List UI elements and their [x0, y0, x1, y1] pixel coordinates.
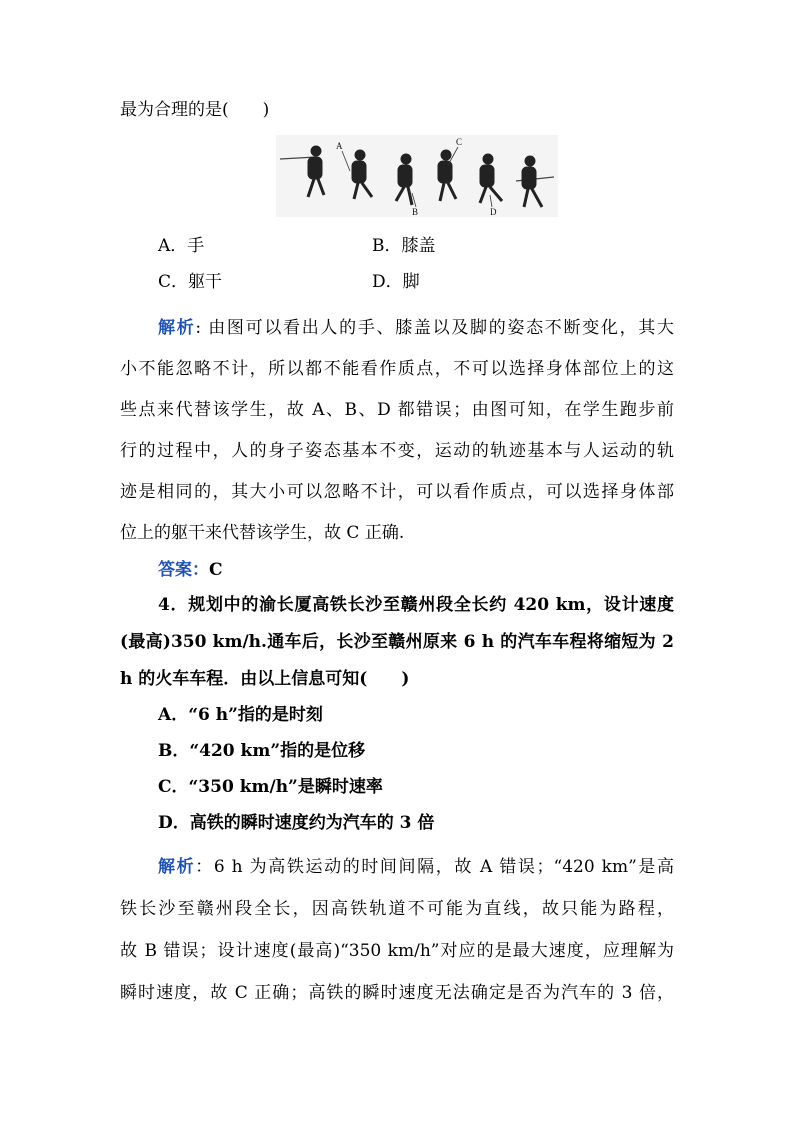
q4-stem-line-3: h 的火车车程．由以上信息可知( ) — [120, 669, 410, 689]
q3-option-a: A．手 — [158, 236, 205, 256]
q3-answer-label: 答案： — [158, 560, 209, 580]
figure-label-c: C — [456, 137, 463, 147]
q4-analysis-line-3: 故 B 错误；设计速度(最高)“350 km/h”对应的是最大速度，应理解为 — [120, 941, 674, 961]
q3-analysis-line-2: 小不能忽略不计，所以都不能看作质点，不可以选择身体部位上的这 — [120, 359, 674, 379]
runner-figure — [276, 135, 558, 217]
figure-label-a: A — [336, 141, 343, 151]
q3-stem-end: 最为合理的是( ) — [120, 100, 270, 120]
q3-analysis-line-3: 些点来代替该学生，故 A、B、D 都错误；由图可知，在学生跑步前 — [120, 400, 674, 420]
q4-option-d: D．高铁的瞬时速度约为汽车的 3 倍 — [158, 813, 435, 833]
figure-label-b: B — [412, 207, 419, 217]
q3-analysis-label: 解析 — [158, 318, 196, 338]
q4-stem-line-1: 4．规划中的渝长厦高铁长沙至赣州段全长约 420 km，设计速度 — [158, 595, 674, 615]
q4-option-b: B．“420 km”指的是位移 — [158, 741, 366, 761]
q3-analysis-line-1: 解析: 由图可以看出人的手、膝盖以及脚的姿态不断变化，其大 — [158, 318, 674, 338]
q3-answer-value: C — [209, 560, 223, 580]
q3-option-b: B．膝盖 — [372, 236, 436, 256]
q4-stem-line-2: (最高)350 km/h.通车后，长沙至赣州原来 6 h 的汽车车程将缩短为 2 — [120, 632, 674, 652]
q4-analysis-line-4: 瞬时速度，故 C 正确；高铁的瞬时速度无法确定是否为汽车的 3 倍， — [120, 983, 674, 1003]
q4-analysis-line-1: 解析：6 h 为高铁运动的时间间隔，故 A 错误；“420 km”是高 — [158, 857, 675, 877]
q4-option-a: A．“6 h”指的是时刻 — [158, 705, 323, 725]
q4-analysis-line-2: 铁长沙至赣州段全长，因高铁轨道不可能为直线，故只能为路程， — [120, 899, 674, 919]
q4-analysis-label: 解析 — [158, 857, 196, 877]
q3-analysis-line-6: 位上的躯干来代替该学生，故 C 正确. — [120, 523, 405, 543]
q3-option-c: C．躯干 — [158, 272, 223, 292]
q3-analysis-line-5: 迹是相同的，其大小可以忽略不计，可以看作质点，可以选择身体部 — [120, 482, 674, 502]
q3-option-d: D．脚 — [372, 272, 420, 292]
q3-analysis-line-4: 行的过程中，人的身子姿态基本不变，运动的轨迹基本与人运动的轨 — [120, 441, 674, 461]
q3-answer — [158, 562, 223, 579]
figure-label-d: D — [490, 207, 497, 217]
q4-option-c: C．“350 km/h”是瞬时速率 — [158, 777, 383, 797]
